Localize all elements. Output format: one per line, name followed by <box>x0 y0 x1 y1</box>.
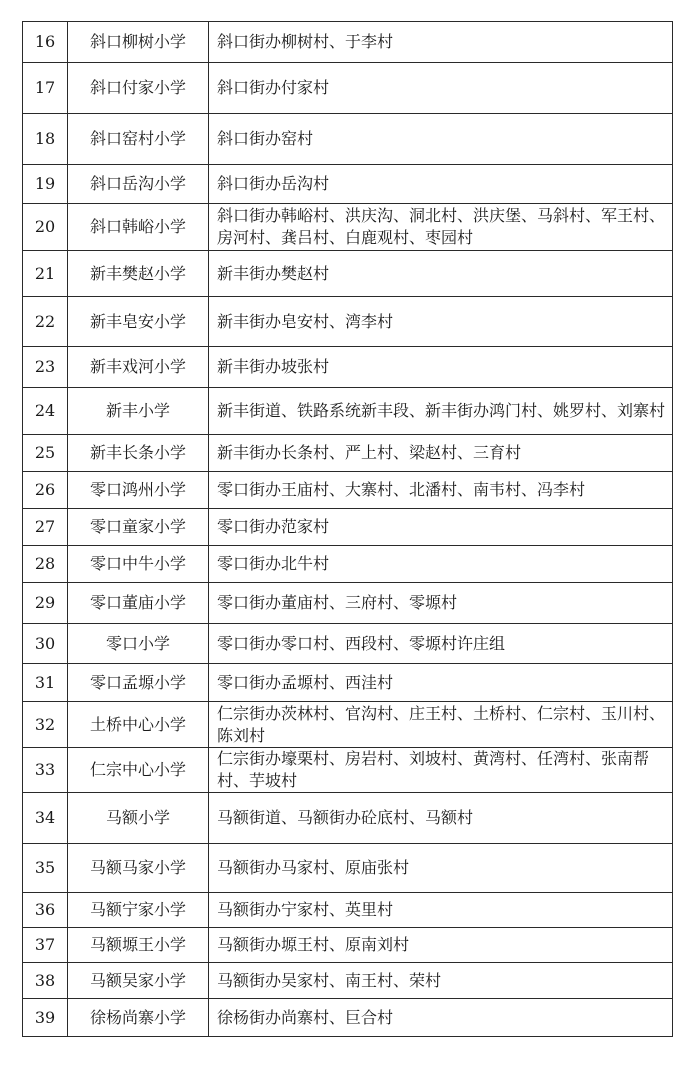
table-row <box>23 251 673 297</box>
table-row <box>23 702 673 748</box>
school-name: 零口童家小学 <box>68 509 209 546</box>
table-row <box>23 583 673 624</box>
school-name: 零口董庙小学 <box>68 583 209 624</box>
row-number: 35 <box>23 844 68 893</box>
row-number: 34 <box>23 793 68 844</box>
row-number: 26 <box>23 472 68 509</box>
table-row <box>23 22 673 63</box>
table-row <box>23 793 673 844</box>
school-name: 马额吴家小学 <box>68 963 209 999</box>
enrollment-area: 零口街办孟塬村、西洼村 <box>209 664 673 702</box>
school-name: 徐杨尚寨小学 <box>68 999 209 1037</box>
enrollment-area: 斜口街办窑村 <box>209 114 673 165</box>
table-row <box>23 546 673 583</box>
row-number: 32 <box>23 702 68 748</box>
table-row <box>23 963 673 999</box>
enrollment-area: 新丰街道、铁路系统新丰段、新丰街办鸿门村、姚罗村、刘寨村 <box>209 388 673 435</box>
table-row <box>23 63 673 114</box>
row-number: 20 <box>23 204 68 251</box>
enrollment-area: 马额街办塬王村、原南刘村 <box>209 928 673 963</box>
school-name: 零口鸿州小学 <box>68 472 209 509</box>
enrollment-area: 斜口街办柳树村、于李村 <box>209 22 673 63</box>
row-number: 33 <box>23 748 68 793</box>
school-name: 斜口柳树小学 <box>68 22 209 63</box>
enrollment-area: 零口街办王庙村、大寨村、北潘村、南韦村、冯李村 <box>209 472 673 509</box>
enrollment-area: 马额街道、马额街办砼底村、马额村 <box>209 793 673 844</box>
school-name: 马额宁家小学 <box>68 893 209 928</box>
row-number: 28 <box>23 546 68 583</box>
school-name: 零口小学 <box>68 624 209 664</box>
row-number: 31 <box>23 664 68 702</box>
enrollment-area: 零口街办董庙村、三府村、零塬村 <box>209 583 673 624</box>
school-name: 斜口韩峪小学 <box>68 204 209 251</box>
school-name: 斜口岳沟小学 <box>68 165 209 204</box>
enrollment-area: 马额街办吴家村、南王村、荣村 <box>209 963 673 999</box>
school-name: 新丰皂安小学 <box>68 297 209 347</box>
school-name: 新丰长条小学 <box>68 435 209 472</box>
row-number: 27 <box>23 509 68 546</box>
table-row <box>23 748 673 793</box>
enrollment-area: 新丰街办坡张村 <box>209 347 673 388</box>
school-name: 马额塬王小学 <box>68 928 209 963</box>
enrollment-area: 零口街办北牛村 <box>209 546 673 583</box>
table-row <box>23 114 673 165</box>
table-row <box>23 388 673 435</box>
row-number: 23 <box>23 347 68 388</box>
enrollment-area: 斜口街办韩峪村、洪庆沟、洞北村、洪庆堡、马斜村、军王村、房河村、龚吕村、白鹿观村、枣园村 <box>209 204 673 251</box>
table-row <box>23 297 673 347</box>
school-name: 零口孟塬小学 <box>68 664 209 702</box>
school-name: 新丰戏河小学 <box>68 347 209 388</box>
enrollment-area: 零口街办范家村 <box>209 509 673 546</box>
school-name: 斜口窑村小学 <box>68 114 209 165</box>
row-number: 17 <box>23 63 68 114</box>
school-name: 新丰樊赵小学 <box>68 251 209 297</box>
table-row <box>23 844 673 893</box>
school-district-table <box>22 21 673 1037</box>
table-row <box>23 347 673 388</box>
row-number: 30 <box>23 624 68 664</box>
table-row <box>23 204 673 251</box>
enrollment-area: 仁宗街办茨林村、官沟村、庄王村、土桥村、仁宗村、玉川村、陈刘村 <box>209 702 673 748</box>
row-number: 16 <box>23 22 68 63</box>
school-name: 土桥中心小学 <box>68 702 209 748</box>
table-row <box>23 472 673 509</box>
row-number: 36 <box>23 893 68 928</box>
enrollment-area: 斜口街办付家村 <box>209 63 673 114</box>
school-name: 零口中牛小学 <box>68 546 209 583</box>
enrollment-area: 徐杨街办尚寨村、巨合村 <box>209 999 673 1037</box>
enrollment-area: 斜口街办岳沟村 <box>209 165 673 204</box>
row-number: 18 <box>23 114 68 165</box>
table-row <box>23 664 673 702</box>
row-number: 39 <box>23 999 68 1037</box>
table-body <box>23 22 673 1037</box>
row-number: 29 <box>23 583 68 624</box>
table-row <box>23 165 673 204</box>
row-number: 22 <box>23 297 68 347</box>
enrollment-area: 马额街办宁家村、英里村 <box>209 893 673 928</box>
row-number: 25 <box>23 435 68 472</box>
school-name: 仁宗中心小学 <box>68 748 209 793</box>
row-number: 37 <box>23 928 68 963</box>
enrollment-area: 新丰街办皂安村、湾李村 <box>209 297 673 347</box>
row-number: 19 <box>23 165 68 204</box>
table-row <box>23 624 673 664</box>
table-row <box>23 999 673 1037</box>
school-name: 马额马家小学 <box>68 844 209 893</box>
table-row <box>23 928 673 963</box>
enrollment-area: 新丰街办樊赵村 <box>209 251 673 297</box>
row-number: 24 <box>23 388 68 435</box>
enrollment-area: 马额街办马家村、原庙张村 <box>209 844 673 893</box>
enrollment-area: 新丰街办长条村、严上村、梁赵村、三育村 <box>209 435 673 472</box>
row-number: 21 <box>23 251 68 297</box>
table-row <box>23 509 673 546</box>
school-name: 马额小学 <box>68 793 209 844</box>
school-name: 斜口付家小学 <box>68 63 209 114</box>
enrollment-area: 零口街办零口村、西段村、零塬村许庄组 <box>209 624 673 664</box>
row-number: 38 <box>23 963 68 999</box>
table-row <box>23 893 673 928</box>
enrollment-area: 仁宗街办壕栗村、房岩村、刘坡村、黄湾村、任湾村、张南帮村、芋坡村 <box>209 748 673 793</box>
school-name: 新丰小学 <box>68 388 209 435</box>
table-row <box>23 435 673 472</box>
